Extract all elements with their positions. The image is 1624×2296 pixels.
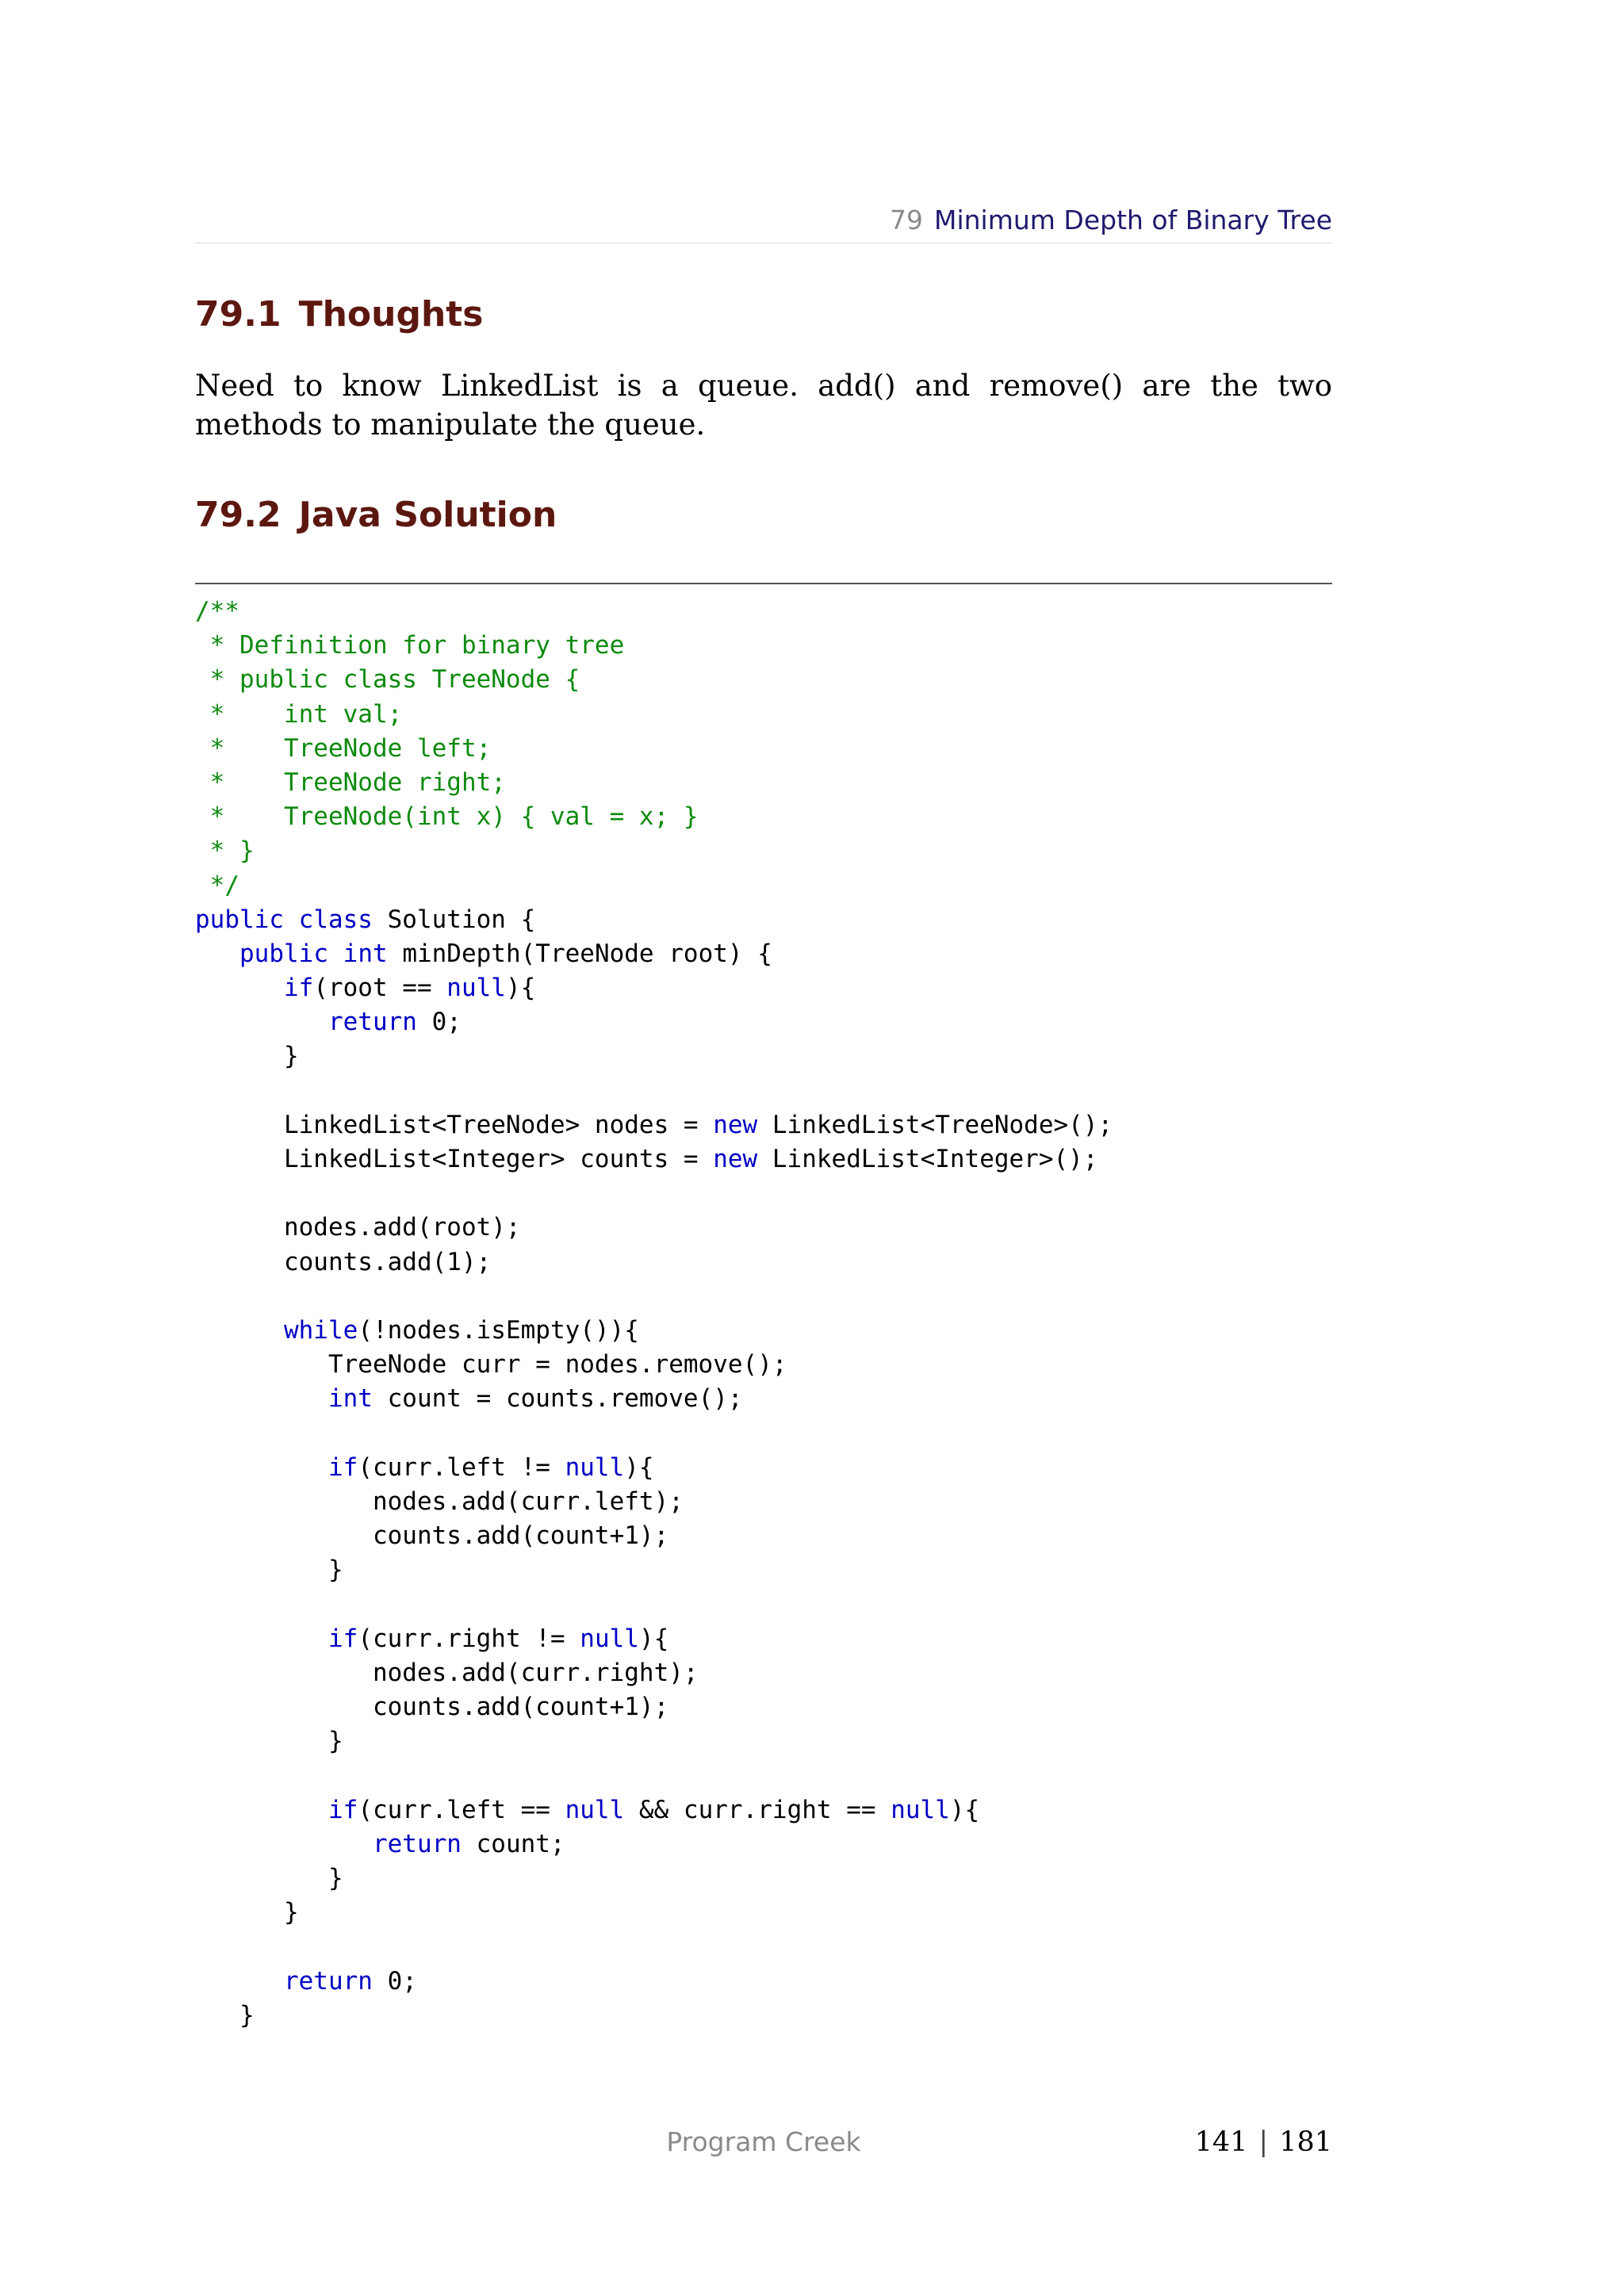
code-text: LinkedList<Integer> counts = — [195, 1145, 714, 1173]
code-text: } — [195, 2000, 255, 2030]
code-keyword: class — [298, 905, 373, 934]
running-header — [195, 203, 1332, 243]
code-text: (curr.right != — [358, 1624, 580, 1653]
code-line — [195, 1758, 1332, 1793]
code-text: (!nodes.isEmpty()){ — [358, 1315, 639, 1345]
code-text — [195, 1624, 328, 1653]
code-keyword: null — [891, 1795, 950, 1824]
code-line — [195, 1793, 1332, 1827]
code-text: LinkedList<TreeNode> nodes = — [195, 1110, 714, 1139]
code-text: } — [195, 1042, 299, 1071]
section-title: Java Solution — [298, 495, 557, 535]
code-listing — [195, 595, 1332, 2033]
code-text: && curr.right == — [624, 1795, 891, 1824]
code-line — [195, 1314, 1332, 1348]
code-line — [195, 698, 1332, 732]
code-keyword: int — [343, 939, 388, 968]
section-heading-thoughts — [195, 293, 484, 337]
code-keyword: null — [565, 1795, 625, 1824]
code-keyword: if — [327, 1452, 358, 1482]
code-text: } — [195, 1898, 299, 1927]
code-line — [195, 595, 1332, 629]
code-text — [328, 939, 343, 968]
code-keyword: null — [565, 1452, 625, 1482]
code-text — [195, 974, 284, 1002]
code-line — [195, 869, 1332, 903]
code-text: ){ — [624, 1452, 654, 1482]
section-number: 79.1 — [195, 294, 282, 335]
code-line — [195, 1587, 1332, 1621]
code-line — [195, 1451, 1332, 1485]
code-text: ){ — [638, 1624, 669, 1653]
code-line — [195, 1622, 1332, 1656]
code-text: nodes.add(curr.right); — [195, 1658, 699, 1687]
code-text: LinkedList<Integer>(); — [757, 1145, 1098, 1173]
code-line — [195, 1999, 1332, 2033]
code-keyword: if — [327, 1624, 358, 1653]
code-keyword: null — [580, 1624, 639, 1653]
code-line — [195, 1246, 1332, 1280]
code-text: counts.add(count+1); — [195, 1521, 669, 1551]
code-line — [195, 1965, 1332, 1999]
code-text — [195, 1008, 328, 1036]
code-text: } — [195, 1556, 343, 1585]
code-text — [195, 939, 239, 968]
code-text — [195, 1967, 284, 1996]
code-text — [195, 1384, 328, 1413]
code-text: (curr.left != — [358, 1452, 565, 1482]
code-text: } — [195, 1863, 343, 1892]
code-line — [195, 1417, 1332, 1451]
code-keyword: if — [283, 974, 314, 1003]
code-text: count = counts.remove(); — [372, 1384, 743, 1414]
code-line — [195, 1005, 1332, 1039]
code-text: nodes.add(curr.left); — [195, 1487, 684, 1516]
header-chapter-number: 79 — [889, 205, 923, 235]
code-line — [195, 903, 1332, 937]
code-text: } — [195, 1727, 343, 1756]
code-text — [195, 1796, 328, 1824]
code-line — [195, 1039, 1332, 1073]
code-text: minDepth(TreeNode root) { — [387, 939, 772, 968]
code-comment: /** — [195, 597, 239, 626]
code-text: TreeNode curr = nodes.remove(); — [195, 1350, 787, 1380]
code-line — [195, 1724, 1332, 1758]
code-keyword: public — [239, 939, 328, 968]
section-heading-java-solution — [195, 493, 557, 538]
code-comment: * TreeNode(int x) { val = x; } — [195, 802, 699, 832]
code-text: 0; — [416, 1008, 462, 1037]
current-page-number: 141 — [1194, 2126, 1248, 2158]
code-line — [195, 1280, 1332, 1314]
code-keyword: return — [283, 1966, 373, 1996]
code-keyword: return — [327, 1008, 417, 1037]
code-line — [195, 1382, 1332, 1416]
code-keyword: int — [327, 1384, 373, 1414]
code-keyword: return — [372, 1829, 462, 1858]
code-keyword: while — [283, 1315, 358, 1345]
code-line — [195, 834, 1332, 868]
code-top-rule — [195, 583, 1332, 584]
code-line — [195, 1485, 1332, 1519]
code-line — [195, 1656, 1332, 1690]
code-keyword: null — [446, 974, 506, 1003]
code-text: (root == — [313, 974, 447, 1003]
code-comment: * } — [195, 836, 255, 866]
code-text — [195, 1453, 328, 1482]
code-line — [195, 1074, 1332, 1108]
code-text: ){ — [949, 1795, 980, 1824]
code-line — [195, 1862, 1332, 1896]
code-comment: * TreeNode left; — [195, 733, 492, 763]
code-keyword: new — [713, 1110, 758, 1139]
code-line — [195, 1348, 1332, 1382]
header-chapter-title: Minimum Depth of Binary Tree — [933, 205, 1332, 235]
code-line — [195, 1690, 1332, 1724]
code-line — [195, 937, 1332, 971]
code-comment: */ — [195, 871, 239, 900]
section-number: 79.2 — [195, 495, 282, 535]
code-text: (curr.left == — [358, 1795, 565, 1824]
code-line — [195, 629, 1332, 663]
code-text: ){ — [505, 974, 536, 1003]
code-line — [195, 1211, 1332, 1245]
code-line — [195, 1553, 1332, 1587]
code-line — [195, 971, 1332, 1005]
total-page-number: 181 — [1279, 2126, 1332, 2158]
code-line — [195, 1827, 1332, 1862]
code-line — [195, 1519, 1332, 1553]
code-keyword: if — [327, 1795, 358, 1824]
code-text — [195, 1830, 373, 1858]
code-text — [284, 905, 299, 934]
code-line — [195, 1108, 1332, 1142]
code-comment: * public class TreeNode { — [195, 665, 580, 695]
code-text: nodes.add(root); — [195, 1213, 521, 1242]
code-text: counts.add(count+1); — [195, 1693, 669, 1721]
code-line — [195, 800, 1332, 834]
code-comment: * Definition for binary tree — [195, 631, 625, 660]
code-line — [195, 732, 1332, 766]
code-text — [195, 1316, 284, 1345]
code-line — [195, 1930, 1332, 1964]
code-line — [195, 1177, 1332, 1211]
code-line — [195, 766, 1332, 800]
code-text: Solution { — [372, 905, 536, 934]
code-keyword: new — [713, 1145, 758, 1173]
thoughts-paragraph: Need to know LinkedList is a queue. add() and remove() are the two methods to manipulate the queue. — [195, 369, 1332, 442]
page-separator: | — [1258, 2126, 1269, 2158]
code-text: counts.add(1); — [195, 1247, 492, 1276]
page-number — [1195, 2125, 1332, 2160]
code-comment: * int val; — [195, 699, 403, 729]
code-keyword: public — [195, 905, 284, 934]
code-line — [195, 663, 1332, 697]
footer-source: Program Creek — [666, 2126, 861, 2157]
section-title: Thoughts — [298, 294, 484, 335]
code-comment: * TreeNode right; — [195, 767, 506, 797]
code-line — [195, 1896, 1332, 1930]
code-text: LinkedList<TreeNode>(); — [757, 1110, 1113, 1139]
code-line — [195, 1142, 1332, 1177]
code-text: 0; — [372, 1966, 417, 1996]
code-text: count; — [461, 1829, 565, 1858]
